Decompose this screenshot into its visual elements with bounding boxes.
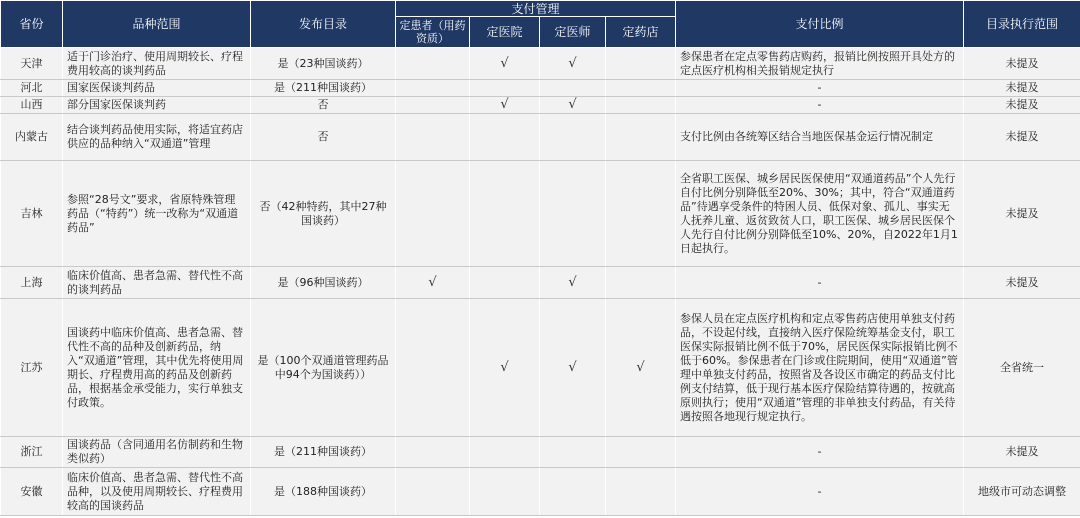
scope-cell: 国谈药中临床价值高、患者急需、替代性不高的品种及创新药品，纳入“双通道”管理，其中优先将使用周期长、疗程费用高的药品及创新药品，根据基金承受能力，实行单独支付政策。 — [63, 299, 251, 437]
pharmacy-cell — [606, 114, 676, 161]
catalog-cell: 是（211种国谈药） — [251, 437, 396, 468]
patient-qual-cell — [396, 468, 470, 516]
table-row — [1, 97, 1080, 114]
province-cell: 内蒙古 — [1, 114, 63, 161]
scope-cell: 参照“28号文”要求，省原特殊管理药品（“特药”）统一改称为“双通道药品” — [63, 161, 251, 267]
ratio-cell: 全省职工医保、城乡居民医保使用“双通道药品”个人先行自付比例分别降低至20%、30%；其中，符合“双通道药品”待遇享受条件的特困人员、低保对象、孤儿、事实无人抚养儿童、返贫致贫人口，职工医保、城乡居民医保个人先行自付比例分别降低至10%、20%，自2022年1月1日起执行。 — [676, 161, 964, 267]
province-cell: 天津 — [1, 48, 63, 80]
catalog-cell: 是（211种国谈药） — [251, 80, 396, 97]
scope-cell: 国谈药品（含同通用名仿制药和生物类似药） — [63, 437, 251, 468]
patient-qual-cell — [396, 80, 470, 97]
catalog-cell: 是（23种国谈药） — [251, 48, 396, 80]
pharmacy-cell — [606, 80, 676, 97]
scope-cell: 结合谈判药品使用实际，将适宜药店供应的品种纳入“双通道”管理 — [63, 114, 251, 161]
scope-cell: 临床价值高、患者急需、替代性不高的谈判药品 — [63, 267, 251, 299]
hospital-cell: √ — [470, 299, 540, 437]
exec-scope-cell: 未提及 — [964, 267, 1080, 299]
header-scope: 品种范围 — [63, 1, 251, 48]
exec-scope-cell: 全省统一 — [964, 299, 1080, 437]
scope-cell: 国家医保谈判药品 — [63, 80, 251, 97]
pharmacy-cell — [606, 97, 676, 114]
table-row — [1, 114, 1080, 161]
exec-scope-cell: 未提及 — [964, 161, 1080, 267]
province-cell: 上海 — [1, 267, 63, 299]
doctor-cell: √ — [540, 48, 606, 80]
header-hospital: 定医院 — [470, 17, 540, 48]
header-patient-qual: 定患者（用药资质） — [396, 17, 470, 48]
header-ratio: 支付比例 — [676, 1, 964, 48]
header-exec-scope: 目录执行范围 — [964, 1, 1080, 48]
exec-scope-cell: 未提及 — [964, 80, 1080, 97]
exec-scope-cell: 未提及 — [964, 114, 1080, 161]
ratio-cell: - — [676, 267, 964, 299]
hospital-cell: √ — [470, 48, 540, 80]
hospital-cell — [470, 267, 540, 299]
doctor-cell — [540, 437, 606, 468]
hospital-cell: √ — [470, 97, 540, 114]
patient-qual-cell — [396, 161, 470, 267]
pharmacy-cell — [606, 267, 676, 299]
doctor-cell — [540, 468, 606, 516]
province-cell: 江苏 — [1, 299, 63, 437]
ratio-cell: 支付比例由各统筹区结合当地医保基金运行情况制定 — [676, 114, 964, 161]
table-row — [1, 468, 1080, 516]
patient-qual-cell — [396, 437, 470, 468]
catalog-cell: 是（96种国谈药） — [251, 267, 396, 299]
ratio-cell: - — [676, 437, 964, 468]
patient-qual-cell: √ — [396, 267, 470, 299]
doctor-cell — [540, 80, 606, 97]
table-row — [1, 267, 1080, 299]
header-province: 省份 — [1, 1, 63, 48]
doctor-cell — [540, 114, 606, 161]
province-cell: 浙江 — [1, 437, 63, 468]
ratio-cell: - — [676, 97, 964, 114]
exec-scope-cell: 未提及 — [964, 97, 1080, 114]
header-pharmacy: 定药店 — [606, 17, 676, 48]
ratio-cell: 参保患者在定点零售药店购药，报销比例按照开具处方的定点医疗机构相关报销规定执行 — [676, 48, 964, 80]
ratio-cell: 参保人员在定点医疗机构和定点零售药店使用单独支付药品，不设起付线，直接纳入医疗保险统筹基金支付，职工医保实际报销比例不低于70%，居民医保实际报销比例不低于60%。参保患者在门诊或住院期间，使用“双通道”管理中单独支付药品，按照省及各设区市确定的药品支付比例支付结算，低于现行基本医疗保险结算待遇的，按就高原则执行；使用“双通道”管理的非单独支付药品，有关待遇按照各地现行规定执行。 — [676, 299, 964, 437]
ratio-cell: - — [676, 468, 964, 516]
ratio-cell: - — [676, 80, 964, 97]
patient-qual-cell — [396, 48, 470, 80]
province-cell: 山西 — [1, 97, 63, 114]
pharmacy-cell — [606, 468, 676, 516]
scope-cell: 适于门诊治疗、使用周期较长、疗程费用较高的谈判药品 — [63, 48, 251, 80]
exec-scope-cell: 地级市可动态调整 — [964, 468, 1080, 516]
doctor-cell: √ — [540, 299, 606, 437]
province-cell: 安徽 — [1, 468, 63, 516]
pharmacy-cell — [606, 48, 676, 80]
table-row — [1, 48, 1080, 80]
exec-scope-cell: 未提及 — [964, 437, 1080, 468]
patient-qual-cell — [396, 299, 470, 437]
pharmacy-cell — [606, 437, 676, 468]
pharmacy-cell: √ — [606, 299, 676, 437]
doctor-cell: √ — [540, 267, 606, 299]
hospital-cell — [470, 437, 540, 468]
catalog-cell: 否 — [251, 97, 396, 114]
hospital-cell — [470, 468, 540, 516]
header-catalog: 发布目录 — [251, 1, 396, 48]
scope-cell: 临床价值高、患者急需、替代性不高品种，以及使用周期较长、疗程费用较高的国谈药品 — [63, 468, 251, 516]
hospital-cell — [470, 80, 540, 97]
province-cell: 河北 — [1, 80, 63, 97]
doctor-cell — [540, 161, 606, 267]
exec-scope-cell: 未提及 — [964, 48, 1080, 80]
scope-cell: 部分国家医保谈判药 — [63, 97, 251, 114]
hospital-cell — [470, 161, 540, 267]
header-payment-mgmt: 支付管理 — [396, 1, 676, 17]
table-row — [1, 437, 1080, 468]
doctor-cell: √ — [540, 97, 606, 114]
patient-qual-cell — [396, 97, 470, 114]
table-row — [1, 161, 1080, 267]
catalog-cell: 是（188种国谈药） — [251, 468, 396, 516]
patient-qual-cell — [396, 114, 470, 161]
province-cell: 吉林 — [1, 161, 63, 267]
catalog-cell: 否 — [251, 114, 396, 161]
hospital-cell — [470, 114, 540, 161]
header-doctor: 定医师 — [540, 17, 606, 48]
table-row — [1, 80, 1080, 97]
catalog-cell: 是（100个双通道管理药品中94个为国谈药）） — [251, 299, 396, 437]
catalog-cell: 否（42种特药，其中27种国谈药） — [251, 161, 396, 267]
pharmacy-cell — [606, 161, 676, 267]
table-row — [1, 299, 1080, 437]
